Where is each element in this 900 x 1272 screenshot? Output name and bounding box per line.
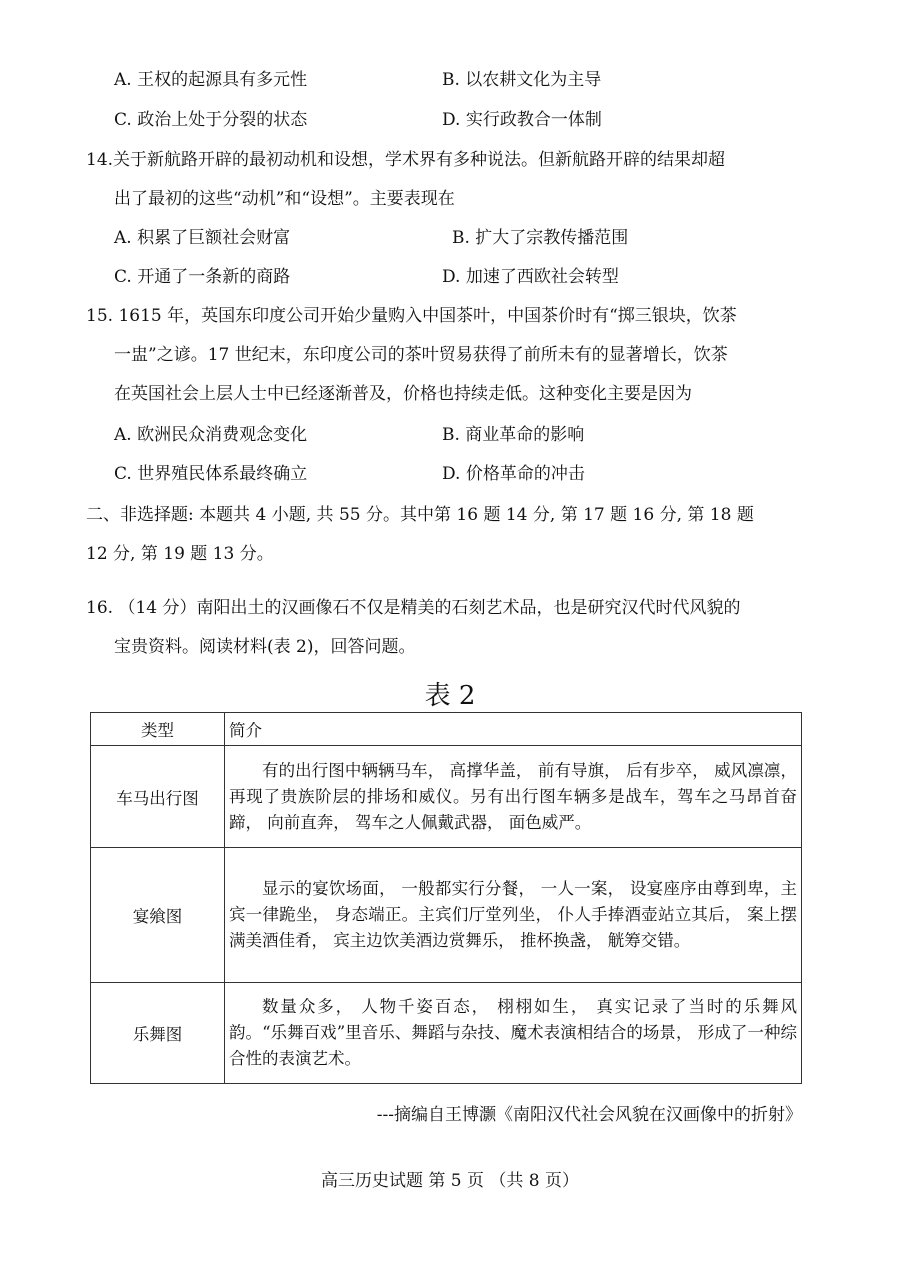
q13-option-d: D. 实行政教合一体制 <box>442 110 602 130</box>
section2-header-line1: 二、非选择题: 本题共 4 小题, 共 55 分。其中第 16 题 14 分, 第 17 题 16 分, 第 18 题 <box>86 505 754 525</box>
q14-option-a: A. 积累了巨额社会财富 <box>114 228 291 248</box>
q14-option-d: D. 加速了西欧社会转型 <box>442 267 619 287</box>
q16-stem-line2: 宝贵资料。阅读材料(表 2)，回答问题。 <box>114 637 416 657</box>
q13-option-c: C. 政治上处于分裂的状态 <box>114 110 308 130</box>
q16-stem-line1: 16. （14 分）南阳出土的汉画像石不仅是精美的石刻艺术品，也是研究汉代时代风貌的 <box>86 598 741 618</box>
row-desc <box>225 746 802 848</box>
header-desc: 简介 <box>225 713 802 746</box>
table-row <box>91 848 802 983</box>
header-type: 类型 <box>91 713 225 746</box>
q15-stem-line1: 15. 1615 年，英国东印度公司开始少量购入中国茶叶，中国茶价时有“掷三银块，饮茶 <box>86 306 737 326</box>
row-desc-text: 显示的宴饮场面， 一般都实行分餐， 一人一案， 设宴座序由尊到卑，主宾一律跪坐， 身态端正。主宾们厅堂列坐， 仆人手捧酒壶站立其后， 案上摆满美酒佳肴， 宾主边饮美酒边赏舞乐， 推杯换盏， 觥筹交错。 <box>229 879 797 950</box>
q15-option-b: B. 商业革命的影响 <box>442 425 585 445</box>
table-title: 表 2 <box>424 681 476 711</box>
q15-option-d: D. 价格革命的冲击 <box>442 464 585 484</box>
row-desc-text: 有的出行图中辆辆马车， 高撑华盖， 前有导旗， 后有步卒， 威风凛凛， 再现了贵族阶层的排场和威仪。另有出行图车辆多是战车，驾车之马昂首奋蹄， 向前直奔， 驾车之人佩戴武器， 面色威严。 <box>229 760 797 832</box>
table-header-row <box>91 713 802 746</box>
q13-option-b: B. 以农耕文化为主导 <box>442 70 602 90</box>
row-desc <box>225 848 802 983</box>
q15-option-c: C. 世界殖民体系最终确立 <box>114 464 308 484</box>
q14-stem-line1: 14.关于新航路开辟的最初动机和设想，学术界有多种说法。但新航路开辟的结果却超 <box>86 150 726 170</box>
q15-stem-line3: 在英国社会上层人士中已经逐渐普及，价格也持续走低。这种变化主要是因为 <box>114 384 692 404</box>
row-type: 宴飨图 <box>91 848 225 983</box>
table-row <box>91 746 802 848</box>
table-row <box>91 983 802 1084</box>
section2-header-line2: 12 分, 第 19 题 13 分。 <box>86 544 274 564</box>
q15-stem-line2: 一盅”之谚。17 世纪末，东印度公司的茶叶贸易获得了前所未有的显著增长，饮茶 <box>114 345 728 365</box>
row-type: 乐舞图 <box>91 983 225 1084</box>
q14-option-b: B. 扩大了宗教传播范围 <box>452 228 629 248</box>
row-desc <box>225 983 802 1084</box>
page-footer: 高三历史试题 第 5 页 （共 8 页） <box>320 1171 580 1191</box>
q15-option-a: A. 欧洲民众消费观念变化 <box>114 425 308 445</box>
material-source: ---摘编自王博灏《南阳汉代社会风貌在汉画像中的折射》 <box>376 1105 802 1125</box>
q14-option-c: C. 开通了一条新的商路 <box>114 267 291 287</box>
material-table <box>90 712 802 1084</box>
q14-stem-line2: 出了最初的这些“动机”和“设想”。主要表现在 <box>114 189 455 209</box>
row-desc-text: 数量众多， 人物千姿百态， 栩栩如生， 真实记录了当时的乐舞风韵。“乐舞百戏”里音乐、舞蹈与杂技、魔术表演相结合的场景， 形成了一种综合性的表演艺术。 <box>229 997 797 1068</box>
row-type: 车马出行图 <box>91 746 225 848</box>
q13-option-a: A. 王权的起源具有多元性 <box>114 70 308 90</box>
